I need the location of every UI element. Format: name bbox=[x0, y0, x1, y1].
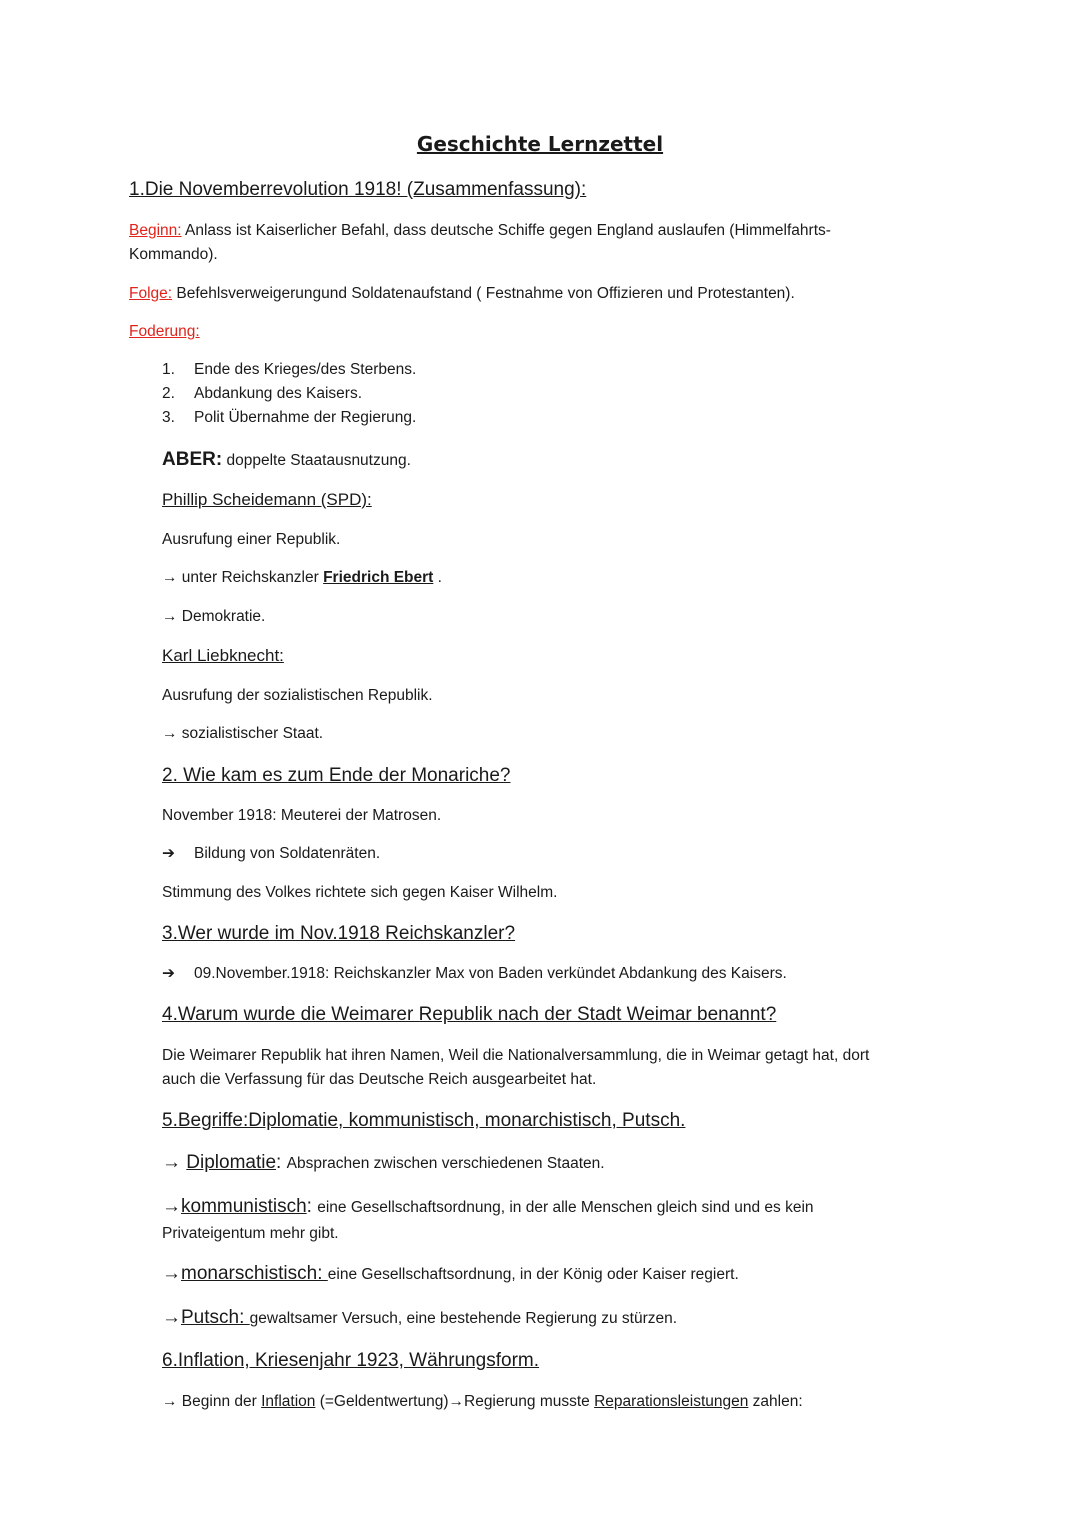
list-item: 1. Ende des Krieges/des Sterbens. bbox=[162, 361, 417, 378]
folge-label: Folge: bbox=[129, 285, 173, 302]
term-monarschistisch: →monarschistisch: eine Gesellschaftsordnung, in der König oder Kaiser regiert. bbox=[162, 1263, 739, 1284]
section-5-heading: 5.Begriffe:Diplomatie, kommunistisch, monarchistisch, Putsch. bbox=[162, 1110, 686, 1131]
liebknecht-line: → sozialistischer Staat. bbox=[162, 725, 324, 742]
beginn-line bbox=[129, 221, 831, 241]
s4-line: Die Weimarer Republik hat ihren Namen, Weil die Nationalversammlung, die in Weimar getagt hat, dort bbox=[162, 1047, 870, 1064]
beginn-text: Anlass ist Kaiserlicher Befahl, dass deutsche Schiffe gegen England auslaufen (Himmelfahrts- bbox=[181, 222, 831, 239]
term-kommunistisch: →kommunistisch: eine Gesellschaftsordnung, in der alle Menschen gleich sind und es kein bbox=[162, 1196, 814, 1217]
folge-text: Befehlsverweigerungund Soldatenaufstand ( Festnahme von Offizieren und Protestanten). bbox=[172, 285, 795, 302]
s2-line: Stimmung des Volkes richtete sich gegen Kaiser Wilhelm. bbox=[162, 884, 558, 901]
list-item: 3. Polit Übernahme der Regierung. bbox=[162, 409, 417, 426]
list-item: 2. Abdankung des Kaisers. bbox=[162, 385, 363, 402]
s2-line: November 1918: Meuterei der Matrosen. bbox=[162, 807, 442, 824]
beginn-label: Beginn: bbox=[129, 222, 182, 239]
section-6-heading: 6.Inflation, Kriesenjahr 1923, Währungsform. bbox=[162, 1350, 540, 1371]
aber-line: ABER: doppelte Staatausnutzung. bbox=[162, 449, 411, 470]
section-4-heading: 4.Warum wurde die Weimarer Republik nach der Stadt Weimar benannt? bbox=[162, 1004, 777, 1025]
term-kommunistisch-cont: Privateigentum mehr gibt. bbox=[162, 1225, 339, 1242]
s6-line: → Beginn der Inflation (=Geldentwertung)→Regierung musste Reparationsleistungen zahlen: bbox=[162, 1393, 803, 1410]
scheidemann-heading: Phillip Scheidemann (SPD): bbox=[162, 490, 372, 509]
foderung-label: Foderung: bbox=[129, 323, 200, 340]
scheidemann-line: → unter Reichskanzler Friedrich Ebert . bbox=[162, 569, 442, 586]
arrow-icon: ➔ bbox=[162, 845, 175, 862]
arrow-icon: ➔ bbox=[162, 965, 175, 982]
s3-line: ➔ 09.November.1918: Reichskanzler Max von Baden verkündet Abdankung des Kaisers. bbox=[162, 965, 787, 982]
scheidemann-line: → Demokratie. bbox=[162, 608, 266, 625]
liebknecht-line: Ausrufung der sozialistischen Republik. bbox=[162, 687, 433, 704]
section-1-heading: 1.Die Novemberrevolution 1918! (Zusammenfassung): bbox=[129, 179, 587, 200]
s2-line: ➔ Bildung von Soldatenräten. bbox=[162, 845, 381, 862]
page-title: Geschichte Lernzettel bbox=[416, 132, 664, 156]
section-3-heading: 3.Wer wurde im Nov.1918 Reichskanzler? bbox=[162, 923, 516, 944]
term-putsch: →Putsch: gewaltsamer Versuch, eine bestehende Regierung zu stürzen. bbox=[162, 1307, 678, 1328]
beginn-text-cont: Kommando). bbox=[129, 246, 218, 263]
folge-line bbox=[129, 284, 795, 304]
term-diplomatie: → Diplomatie: Absprachen zwischen verschiedenen Staaten. bbox=[162, 1152, 605, 1173]
liebknecht-heading: Karl Liebknecht: bbox=[162, 646, 284, 665]
friedrich-ebert: Friedrich Ebert bbox=[323, 569, 434, 586]
section-2-heading: 2. Wie kam es zum Ende der Monariche? bbox=[162, 765, 511, 786]
scheidemann-line: Ausrufung einer Republik. bbox=[162, 531, 341, 548]
aber-label: ABER: bbox=[162, 449, 223, 470]
s4-line: auch die Verfassung für das Deutsche Reich ausgearbeitet hat. bbox=[162, 1071, 597, 1088]
